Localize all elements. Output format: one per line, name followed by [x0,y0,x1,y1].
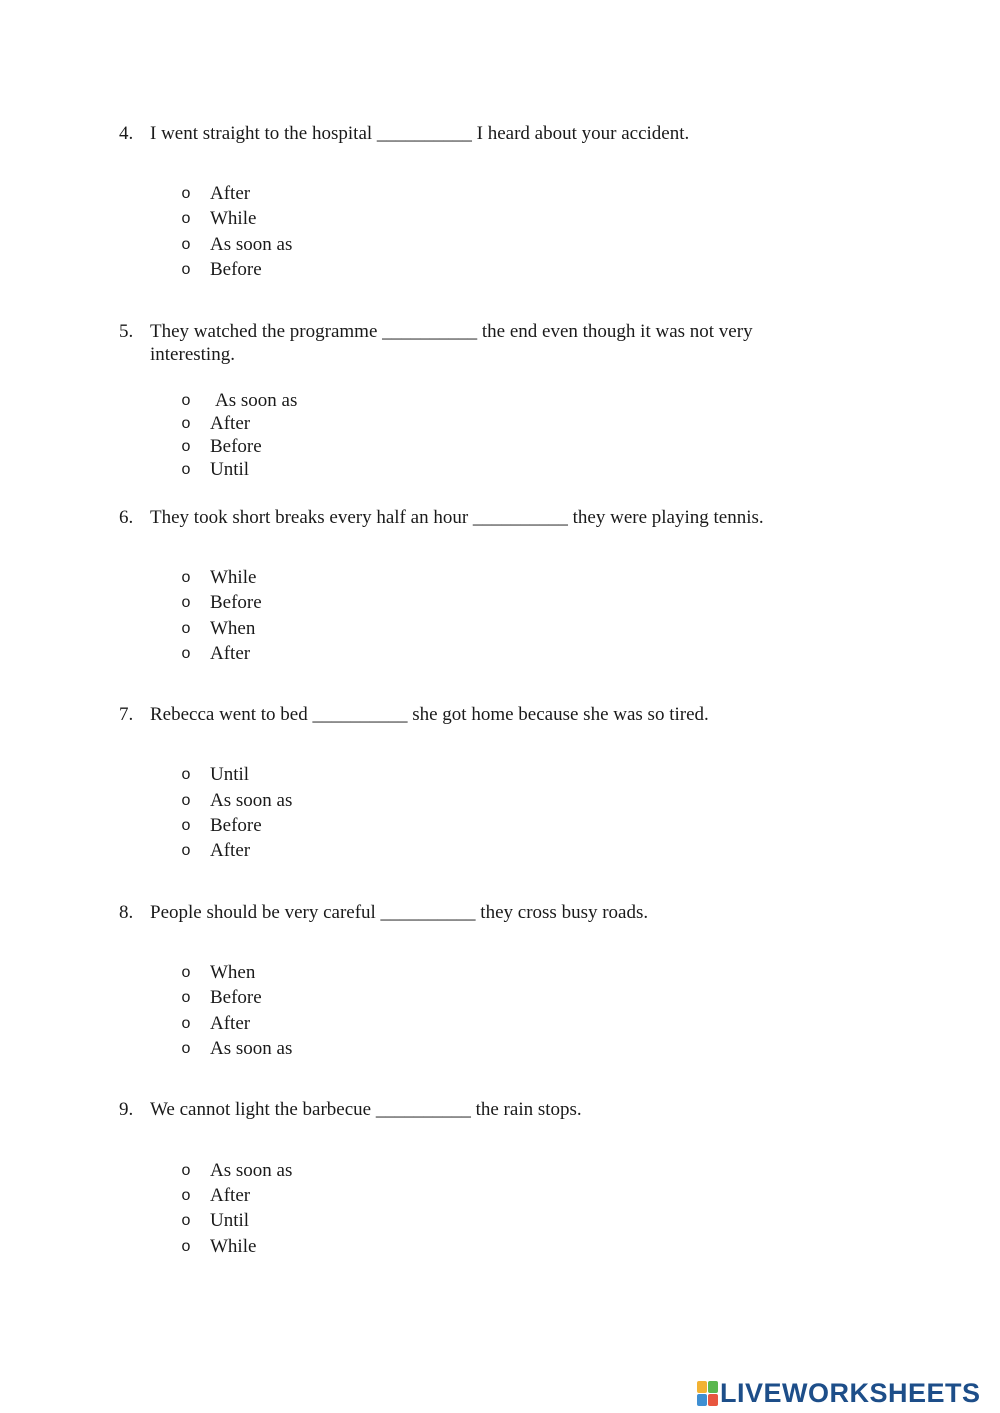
option-label: As soon as [210,790,293,811]
option-label: Before [210,987,262,1008]
question-text: People should be very careful __________ they cross busy roads. [150,902,649,923]
option-label: While [210,1236,257,1257]
radio-bullet-icon: o [181,594,191,611]
radio-bullet-icon: o [181,185,191,202]
brand-name: LIVEWORKSHEETS [720,1378,981,1408]
option-label: After [210,840,251,861]
logo-tile [708,1381,718,1393]
option-label: After [210,413,251,434]
question-number: 8. [119,902,134,923]
option-label: After [210,1185,251,1206]
question-text: Rebecca went to bed __________ she got home because she was so tired. [150,704,709,725]
option-label: Before [210,592,262,613]
option-label: Before [210,436,262,457]
radio-bullet-icon: o [181,817,191,834]
option-label: As soon as [210,1038,293,1059]
option-label: While [210,567,257,588]
question-text: I went straight to the hospital __________ I heard about your accident. [150,123,690,144]
option-label: Before [210,259,262,280]
radio-bullet-icon: o [181,438,191,455]
radio-bullet-icon: o [181,392,191,409]
radio-bullet-icon: o [181,1015,191,1032]
radio-bullet-icon: o [181,236,191,253]
liveworksheets-logo-icon [697,1381,718,1406]
radio-bullet-icon: o [181,964,191,981]
option-label: When [210,618,256,639]
radio-bullet-icon: o [181,261,191,278]
radio-bullet-icon: o [181,1212,191,1229]
option-label: While [210,208,257,229]
question-text: They took short breaks every half an hour __________ they were playing tennis. [150,507,764,528]
option-label: As soon as [210,234,293,255]
option-label: Until [210,764,250,785]
option-label: After [210,1013,251,1034]
radio-bullet-icon: o [181,842,191,859]
question-number: 9. [119,1099,134,1120]
question-text-continued: interesting. [150,344,235,365]
radio-bullet-icon: o [181,210,191,227]
question-text: We cannot light the barbecue __________ the rain stops. [150,1099,582,1120]
question-number: 6. [119,507,134,528]
logo-tile [697,1381,707,1393]
question-number: 5. [119,321,134,342]
option-label: Until [210,1210,250,1231]
radio-bullet-icon: o [181,1162,191,1179]
question-number: 4. [119,123,134,144]
option-label: After [210,183,251,204]
question-text: They watched the programme __________ the end even though it was not very [150,321,753,342]
radio-bullet-icon: o [181,792,191,809]
radio-bullet-icon: o [181,645,191,662]
radio-bullet-icon: o [181,620,191,637]
option-label: As soon as [215,390,298,411]
logo-tile [697,1394,707,1406]
radio-bullet-icon: o [181,1040,191,1057]
option-label: When [210,962,256,983]
logo-tile [708,1394,718,1406]
radio-bullet-icon: o [181,989,191,1006]
option-label: After [210,643,251,664]
option-label: Before [210,815,262,836]
liveworksheets-watermark [697,1378,981,1408]
radio-bullet-icon: o [181,569,191,586]
option-label: Until [210,459,250,480]
radio-bullet-icon: o [181,766,191,783]
radio-bullet-icon: o [181,461,191,478]
radio-bullet-icon: o [181,415,191,432]
question-number: 7. [119,704,134,725]
option-label: As soon as [210,1160,293,1181]
radio-bullet-icon: o [181,1187,191,1204]
radio-bullet-icon: o [181,1238,191,1255]
